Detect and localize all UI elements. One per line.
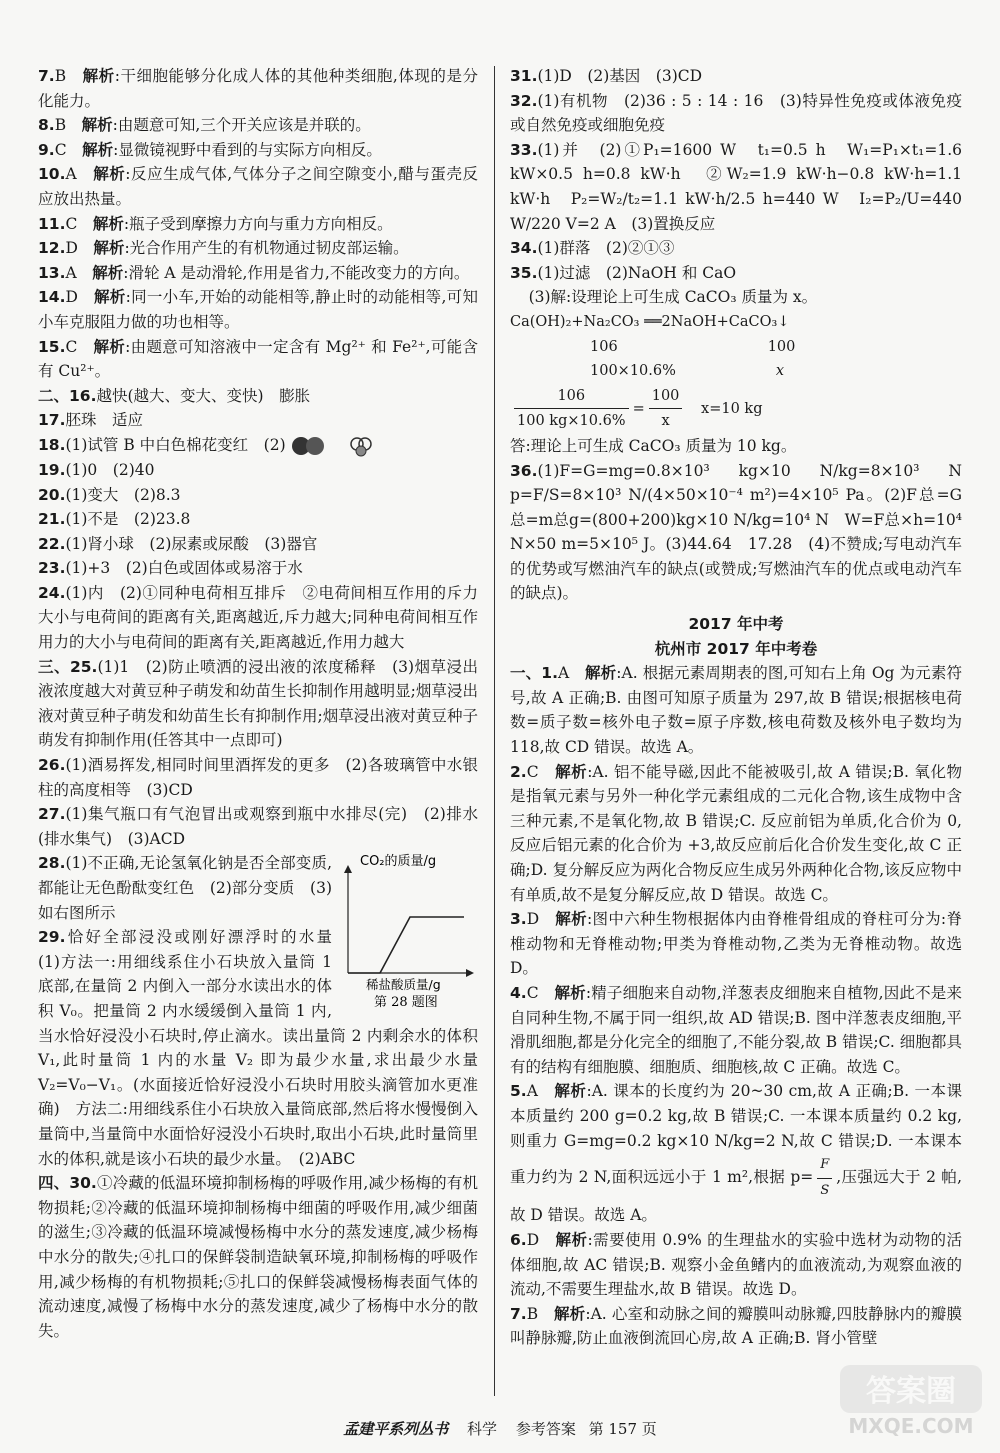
exam-answer-6: 6.D 解析:需要使用 0.9% 的生理盐水的实验中选材为动物的活体细胞,故 AC 错误;B. 观察小金鱼鳍内的血液流动,为观察血液的流动,不需要生理盐水,故 B 错误。故选 D。	[510, 1230, 962, 1299]
answer-7: 7.B 解析:干细胞能够分化成人体的其他种类细胞,体现的是分化能力。	[38, 67, 478, 110]
ratio-row-2: 100×10.6% x	[590, 363, 785, 380]
answer-35-conclusion: 答:理论上可生成 CaCO₃ 质量为 10 kg。	[510, 436, 797, 455]
answer-29: 29.恰好全部浸没或刚好漂浮时的水量 (1)方法一:用细线系住小石块放入量筒 1 底部,在量筒 2 内倒入一部分水读出水的体积 V₀。把量筒 2 内水缓缓倒入量筒 1 内,当水恰好浸没小石块时,停止滴水。读出量筒 2 内剩余水的体积 V₁,此时量筒 1 内的水量 V₂ 即为最少水量,求出最少水量 V₂=V₀−V₁。(水面接近恰好浸没小石块时用胶头滴管加水更准确) 方法二:用细线系住小石块放入量筒底部,然后将水慢慢倒入量筒中,当量筒中水面恰好浸没小石块时,取出小石块,此时量筒里水的体积,就是该小石块的最少水量。 (2)ABC	[38, 928, 478, 1168]
answer-9: 9.C 解析:显微镜视野中看到的与实际方向相反。	[38, 140, 382, 159]
co2-curve	[348, 917, 464, 973]
answer-31: 31.(1)D (2)基因 (3)CD	[510, 67, 703, 85]
answer-28: CO₂的质量/g 稀盐酸质量/g 第 28 题图 28.(1)不正确,无论氢氧化钠是否全部变质,都能让无色酚酞变红色 (2)部分变质 (3)如右图所示	[38, 851, 478, 925]
answer-8: 8.B 解析:由题意可知,三个开关应该是并联的。	[38, 116, 371, 135]
watermark-logo	[836, 1361, 986, 1443]
answer-10: 10.A 解析:反应生成气体,气体分子之间空隙变小,醋与蛋壳反应放出热量。	[38, 165, 478, 208]
answer-35-solution: (3)解:设理论上可生成 CaCO₃ 质量为 x。	[528, 288, 818, 307]
answer-27: 27.(1)集气瓶口有气泡冒出或观察到瓶中水排尽(完) (2)排水(排水集气) (3)ACD	[38, 805, 478, 848]
figure-caption: 第 28 题图	[374, 995, 438, 1010]
answer-24: 24.(1)内 (2)①同种电荷相互排斥 ②电荷间相互作用的斥力大小与电荷间的距离有关,距离越近,斥力越大;同种电荷间相互作用力的大小与电荷间的距离有关,距离越近,作用力越大	[38, 583, 478, 652]
graph-ylabel: CO₂的质量/g	[360, 854, 437, 870]
chemical-equation: Ca(OH)₂+Na₂CO₃ ══2NaOH+CaCO₃↓	[510, 313, 790, 330]
figure-28	[338, 851, 478, 1009]
ratio-row-1: 106 100	[590, 338, 796, 355]
exam-answer-3: 3.D 解析:图中六种生物根据体内由脊椎骨组成的脊柱可分为:脊椎动物和无脊椎动物;甲类为脊椎动物,乙类为无脊椎动物。故选 D。	[510, 910, 962, 978]
exam-title: 杭州市 2017 年中考卷	[654, 639, 818, 658]
left-column	[38, 64, 478, 1343]
column-divider	[494, 66, 495, 1396]
answer-30: 四、30.①冷藏的低温环境抑制杨梅的呼吸作用,减少杨梅的有机物损耗;②冷藏的低温环境抑制杨梅中细菌的呼吸作用,减少细菌的滋生;③冷藏的低温环境减慢杨梅中水分的蒸发速度,减少杨梅中水分的散失;④扎口的保鲜袋制造缺氧环境,抑制杨梅的呼吸作用,减少杨梅的有机物损耗;⑤扎口的保鲜袋减慢杨梅表面气体的流动速度,减慢了杨梅中水分的蒸发速度,减少了杨梅中水分的散失。	[38, 1174, 478, 1340]
series-name: 孟建平系列丛书	[343, 1420, 449, 1438]
answer-19: 19.(1)0 (2)40	[38, 460, 155, 479]
answer-36: 36.(1)F=G=mg=0.8×10³ kg×10 N/kg=8×10³ N p=F/S=8×10³ N/(4×50×10⁻⁴ m²)=4×10⁵ Pa。(2)F总=G总=m总g=(800+200)kg×10 N/kg=10⁴ N W=F总×h=10⁴ N×50 m=5×10⁵ J。(3)44.64 17.28 (4)不赞成;写电动汽车的优势或写燃油汽车的缺点(或赞成;写燃油汽车的优点或电动汽车的缺点)。	[510, 461, 978, 603]
molecule-model-icon	[291, 434, 391, 458]
answer-23: 23.(1)+3 (2)白色或固体或易溶于水	[38, 559, 303, 578]
answer-14: 14.D 解析:同一小车,开始的动能相等,静止时的动能相等,可知小车克服阻力做的功也相等。	[38, 288, 478, 331]
answer-22: 22.(1)肾小球 (2)尿素或尿酸 (3)器官	[38, 534, 318, 553]
section-year-heading: 2017 年中考	[688, 615, 784, 634]
answer-11: 11.C 解析:瓶子受到摩擦力方向与重力方向相反。	[38, 214, 393, 233]
exam-answer-1: 一、1.A 解析:A. 根据元素周期表的图,可知右上角 Og 为元素符号,故 A 正确;B. 由图可知原子质量为 297,故 B 错误;根据核电荷数=质子数=核外电子数=原子序数,核电荷数及核外电子数均为 118,故 CD 错误。故选 A。	[510, 664, 962, 757]
exam-answer-7: 7.B 解析:A. 心室和动脉之间的瓣膜叫动脉瓣,四肢静脉内的瓣膜叫静脉瓣,防止血液倒流回心房,故 A 正确;B. 肾小管壁	[510, 1304, 962, 1348]
exam-answer-5: 5.A 解析:A. 课本的长度约为 20~30 cm,故 A 正确;B. 一本课本质量约 200 g=0.2 kg,故 B 错误;C. 一本课本质量约 0.2 kg,则重力 G=mg=0.2 kg×10 N/kg=2 N,故 C 错误;D. 一本课本重力约为 2 N,面积远远小于 1 m²,根据 p= $\frac{F}{S}$ ,压强远大于 2 帕,故 D 错误。故选 A。	[510, 1082, 962, 1225]
page-number: 第 157 页	[588, 1420, 657, 1438]
graph-xlabel: 稀盐酸质量/g	[366, 977, 441, 993]
svg-text:答案圈: 答案圈	[866, 1374, 956, 1409]
answer-18: 18.(1)试管 B 中白色棉花变红 (2)	[38, 433, 478, 458]
right-column	[510, 64, 978, 1351]
answer-21: 21.(1)不是 (2)23.8	[38, 510, 191, 529]
exam-answer-2: 2.C 解析:A. 铝不能导磁,因此不能被吸引,故 A 错误;B. 氧化物是指氧元素与另外一种化学元素组成的二元化合物,该生成物中含三种元素,不是氧化物,故 B 错误;C. 反应前铝为单质,化合价为 0,反应后铝元素的化合价为 +3,故反应前后化合价发生变化,故 C 正确;D. 复分解反应为两化合物反应生成另外两种化合物,该反应物中有单质,故不是复分解反应,故 D 错误。故选 C。	[510, 762, 962, 904]
answer-20: 20.(1)变大 (2)8.3	[38, 485, 181, 504]
answer-12: 12.D 解析:光合作用产生的有机物通过韧皮部运输。	[38, 239, 409, 258]
answer-33: 33.(1)并 (2)①P₁=1600 W t₁=0.5 h W₁=P₁×t₁=1.6 kW×0.5 h=0.8 kW·h ②W₂=1.9 kW·h−0.8 kW·h=1.1 kW·h P₂=W₂/t₂=1.1 kW·h/2.5 h=440 W I₂=P₂/U=440 W/220 V=2 A (3)置换反应	[510, 140, 962, 233]
co2-mass-graph	[338, 851, 478, 1009]
answer-35: 35.(1)过滤 (2)NaOH 和 CaO	[510, 263, 737, 282]
answer-15: 15.C 解析:由题意可知溶液中一定含有 Mg²⁺ 和 Fe²⁺,可能含有 Cu²⁺。	[38, 337, 478, 381]
subject: 科学	[467, 1420, 498, 1438]
answer-25: 三、25.(1)1 (2)防止喷洒的浸出液的浓度稀释 (3)烟草浸出液浓度越大对黄豆种子萌发和幼苗生长抑制作用越明显;烟草浸出液对黄豆种子萌发和幼苗生长有抑制作用;烟草浸出液对黄豆种子萌发有抑制作用(任答其中一点即可)	[38, 657, 478, 750]
answer-13: 13.A 解析:滑轮 A 是动滑轮,作用是省力,不能改变力的方向。	[38, 263, 470, 282]
answer-16: 二、16.越快(越大、变大、变快) 膨胀	[38, 386, 311, 405]
answer-34: 34.(1)群落 (2)②①③	[510, 239, 675, 258]
exam-answer-4: 4.C 解析:精子细胞来自动物,洋葱表皮细胞来自植物,因此不是来自同种生物,不属于同一组织,故 AD 错误;B. 图中洋葱表皮细胞,平滑肌细胞,都是分化完全的细胞了,不能分裂,故 B 错误;C. 细胞都具有的结构有细胞膜、细胞质、细胞核,故 C 正确。故选 C。	[510, 983, 962, 1076]
answer-26: 26.(1)酒易挥发,相同时间里酒挥发的更多 (2)各玻璃管中水银柱的高度相等 (3)CD	[38, 756, 478, 799]
answer-kind: 参考答案	[515, 1420, 576, 1438]
answer-32: 32.(1)有机物 (2)36 : 5 : 14 : 16 (3)特异性免疫或体液免疫或自然免疫或细胞免疫	[510, 91, 962, 135]
svg-text:MXQE.COM: MXQE.COM	[848, 1414, 974, 1438]
proportion: $\frac{106}{100 kg\times 10.6\%}$ = $\frac{100}{x}$ x=10 kg	[510, 384, 962, 434]
answer-17: 17.胚珠 适应	[38, 411, 143, 430]
